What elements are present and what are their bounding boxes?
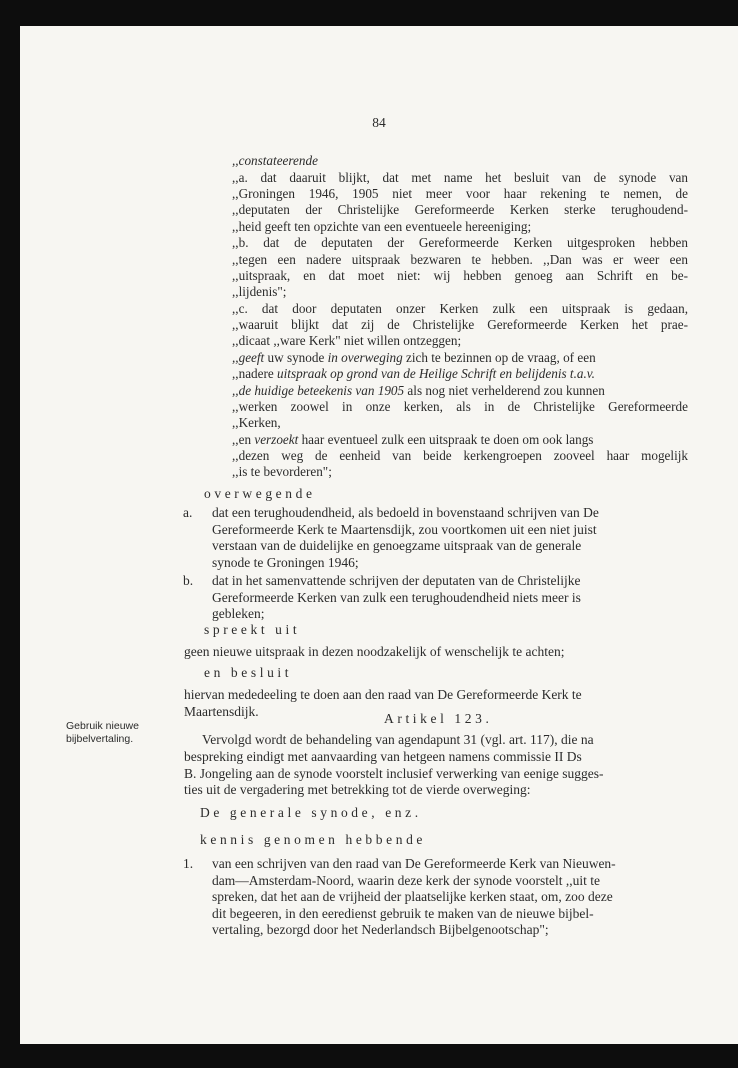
en-besluit-heading: en besluit [204, 665, 293, 680]
quote-line: ,,is te bevorderen"; [232, 464, 332, 479]
item-label: b. [183, 573, 194, 588]
paragraph-line: ties uit de vergadering met betrekking tot de vierde overweging: [184, 782, 531, 798]
paragraph-line: geen nieuwe uitspraak in dezen noodzakelijk of wenschelijk te achten; [184, 644, 565, 659]
quote-italic: in overweging [327, 350, 403, 365]
quote-line: ,,b. dat de deputaten der Gereformeerde Kerken uitgesproken hebben [232, 235, 688, 250]
scan-edge-bottom [0, 1044, 738, 1068]
quote-text: uw synode [264, 350, 328, 365]
item-line: Gereformeerde Kerken van zulk een terughoudendheid niets meer is [212, 589, 581, 605]
quote-text: als nog niet verhelderend zou kunnen [404, 383, 605, 398]
quote-italic: verzoekt [254, 432, 299, 447]
quote-line: ,,dicaat ,,ware Kerk" niet willen ontzeggen; [232, 333, 462, 348]
quote-line: ,,tegen een nadere uitspraak bezwaren te hebben. ,,Dan was er weer een [232, 252, 688, 267]
kennis-heading: kennis genomen hebbende [200, 832, 427, 847]
quote-italic: ,,geeft [232, 350, 265, 365]
margin-note-line: Gebruik nieuwe [66, 720, 139, 732]
quote-line: ,,lijdenis"; [232, 284, 287, 299]
paragraph-line: bespreking eindigt met aanvaarding van hetgeen namens commissie II Ds [184, 748, 582, 764]
quote-line [232, 366, 688, 382]
artikel-title: Artikel 123. [384, 711, 493, 726]
margin-note [66, 720, 186, 745]
paragraph-line: B. Jongeling aan de synode voorstelt inclusief verwerking van eenige sugges- [184, 765, 604, 781]
item-line: synode te Groningen 1946; [212, 554, 359, 570]
item-label: 1. [183, 856, 194, 871]
item-line: Gereformeerde Kerk te Maartensdijk, zou voortkomen uit een niet juist [212, 521, 597, 537]
item-line: gebleken; [212, 606, 265, 622]
quote-italic: ,,de huidige beteekenis van 1905 [232, 383, 405, 398]
margin-note-line: bijbelvertaling. [66, 732, 134, 745]
quote-line [232, 383, 688, 399]
item-line: vertaling, bezorgd door het Nederlandsch Bijbelgenootschap"; [212, 922, 549, 938]
quote-line: ,,waaruit blijkt dat zij de Christelijke Gereformeerde Kerken het prae- [232, 317, 688, 332]
quote-text: ,,en [232, 432, 255, 447]
quote-italic: uitspraak op grond van de Heilige Schrift en belijdenis t.a.v. [277, 366, 595, 381]
item-line: dam—Amsterdam-Noord, waarin deze kerk der synode voorstelt ,,uit te [212, 872, 601, 888]
quote-line: ,,werken zoowel in onze kerken, als in de Christelijke Gereformeerde [232, 399, 688, 414]
quote-text: zich te bezinnen op de vraag, of een [402, 350, 596, 365]
overwegende-heading: overwegende [204, 486, 316, 501]
scan-edge-left [0, 0, 20, 1068]
item-line: van een schrijven van den raad van De Gereformeerde Kerk van Nieuwen- [212, 856, 616, 871]
paragraph-line: Maartensdijk. [184, 703, 259, 719]
quote-line: ,,Groningen 1946, 1905 niet meer voor haar rekening te nemen, de [232, 186, 688, 201]
page-number: 84 [372, 115, 386, 130]
spreekt-uit-text [184, 644, 674, 661]
quote-text: haar eventueel zulk een uitspraak te doen om ook langs [298, 432, 594, 447]
paragraph-line: hiervan mededeeling te doen aan den raad van De Gereformeerde Kerk te [184, 687, 582, 702]
item-line: spreken, dat het aan de vrijheid der plaatselijke kerken staat, om, zoo deze [212, 889, 613, 905]
quote-heading: ,,constateerende [232, 153, 318, 168]
quote-line [232, 432, 688, 448]
quote-line: ,,uitspraak, en dat moet niet: wij hebben genoeg aan Schrift en be- [232, 268, 688, 283]
document-page [20, 26, 738, 1044]
item-line: verstaan van de duidelijke en genoegzame uitspraak van de generale [212, 538, 582, 554]
quote-line [232, 350, 688, 366]
artikel-paragraph [184, 732, 674, 799]
spreekt-uit-heading: spreekt uit [204, 622, 301, 637]
quote-line: ,,a. dat daaruit blijkt, dat met name het besluit van de synode van [232, 170, 688, 185]
item-line: dat in het samenvattende schrijven der deputaten van de Christelijke [212, 573, 581, 588]
quote-line: ,,deputaten der Christelijke Gereformeerde Kerken sterke terughoudend- [232, 202, 688, 217]
quote-line: ,,c. dat door deputaten onzer Kerken zulk een uitspraak is gedaan, [232, 301, 688, 316]
quote-text: ,,nadere [232, 366, 278, 381]
quote-line: ,,Kerken, [232, 415, 281, 430]
scan-edge-top [0, 0, 738, 26]
quote-line: ,,dezen weg de eenheid van beide kerkengroepen zooveel haar mogelijk [232, 448, 688, 463]
quote-line: ,,heid geeft ten opzichte van een eventueele hereeniging; [232, 219, 532, 234]
paragraph-line: Vervolgd wordt de behandeling van agendapunt 31 (vgl. art. 117), die na [202, 732, 594, 747]
item-label: a. [183, 505, 193, 520]
item-line: dit begeeren, in den eeredienst gebruik te maken van de nieuwe bijbel- [212, 905, 594, 921]
item-line: dat een terughoudendheid, als bedoeld in bovenstaand schrijven van De [212, 505, 599, 520]
synode-heading: De generale synode, enz. [200, 805, 422, 820]
